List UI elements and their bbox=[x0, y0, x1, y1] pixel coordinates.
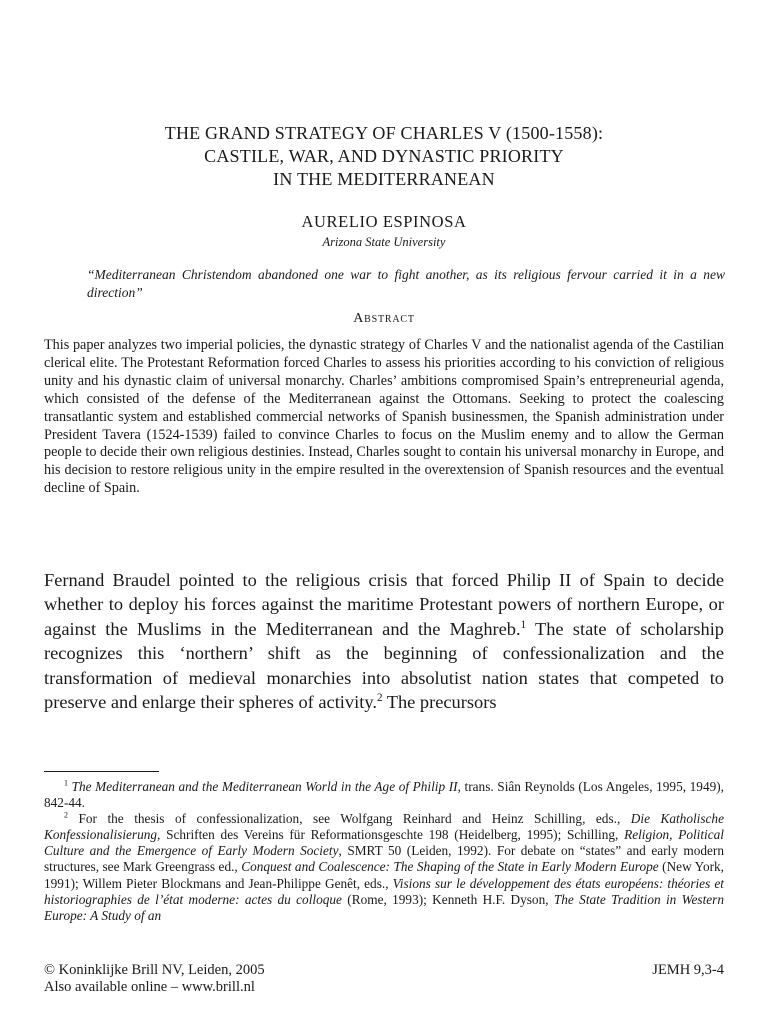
footnote-2-title-2: Religion, Political Culture and the Emergence of Early Modern Society bbox=[44, 827, 724, 859]
footnote-2-title-4: Visions sur le développement des états européens: théories et historiographies de l’état moderne: actes du colloque bbox=[44, 875, 724, 907]
footnote-2-text-2: , Schriften des Vereins für Reformationsgeschte 198 (Heidelberg, 1995); Schilling, bbox=[157, 827, 625, 843]
footnote-1-title: The Mediterranean and the Mediterranean World in the Age of Philip II bbox=[71, 779, 458, 794]
footnote-2-text-1: For the thesis of confessionalization, see Wolfgang Reinhard and Heinz Schilling, eds., bbox=[78, 811, 631, 827]
abstract-heading: Abstract bbox=[353, 311, 415, 326]
footnote-number-2: 2 bbox=[64, 810, 68, 820]
journal-citation: JEMH 9,3-4 bbox=[652, 962, 724, 978]
footnote-2 bbox=[44, 811, 724, 924]
author-affiliation: Arizona State University bbox=[322, 235, 446, 249]
epigraph: “Mediterranean Christendom abandoned one war to fight another, as its religious fervour carried it in a new direction” bbox=[87, 267, 725, 300]
author-name: AURELIO ESPINOSA bbox=[301, 212, 467, 231]
footnote-ref-1[interactable]: 1 bbox=[520, 618, 527, 631]
online-availability: Also available online – www.brill.nl bbox=[44, 979, 255, 995]
body-paragraph bbox=[44, 568, 724, 714]
article-title bbox=[44, 122, 724, 191]
footnotes bbox=[44, 779, 724, 924]
abstract-text: This paper analyzes two imperial policies, the dynastic strategy of Charles V and the nationalist agenda of the Castilian clerical elite. The Protestant Reformation forced Charles to assess his priorities according to his conviction of religious unity and his dynastic claim of universal monarchy. Charles’ ambitions compromised Spain’s entrepreneurial agenda, which consisted of the defense of the Mediterranean against the Ottomans. Seeking to protect the coalescing transatlantic system and established commercial networks of Spanish businessmen, the Spanish administration under President Tavera (1524-1539) failed to convince Charles to focus on the Muslim enemy and to allow the German people to decide their own religious destinies. Instead, Charles sought to contain his universal monarchy in Europe, and his decision to restore religious unity in the empire resulted in the overextension of Spanish resources and the eventual decline of Spain. bbox=[44, 337, 724, 497]
footnote-2-title-3: Conquest and Coalescence: The Shaping of the State in Early Modern Europe bbox=[241, 859, 659, 875]
page-footer bbox=[44, 962, 724, 996]
footnote-2-title-1: Die Katholische Konfessionalisierung bbox=[44, 811, 724, 843]
title-line-2: CASTILE, WAR, AND DYNASTIC PRIORITY bbox=[204, 146, 564, 166]
copyright-notice: © Koninklijke Brill NV, Leiden, 2005 bbox=[44, 962, 265, 978]
body-text-part-2: The state of scholarship recognizes this ‘northern’ shift as the beginning of confessionalization and the transformation of medieval monarchies into absolutist nation states that competed to preserve and enlarge their spheres of activity. bbox=[44, 618, 724, 713]
footnote-1-text: , trans. Siân Reynolds (Los Angeles, 1995, 1949), 842-44. bbox=[44, 779, 724, 811]
footnote-2-text-4: (New York, 1991); Willem Pieter Blockmans and Jean-Philippe Genêt, eds., bbox=[44, 859, 724, 891]
body-text-part-1: Fernand Braudel pointed to the religious crisis that forced Philip II of Spain to decide whether to deploy his forces against the maritime Protestant powers of northern Europe, or against the Muslims in the Mediterranean and the Maghreb. bbox=[44, 570, 724, 639]
footnote-ref-2[interactable]: 2 bbox=[376, 691, 383, 704]
footnote-2-title-5: The State Tradition in Western Europe: A Study of an bbox=[44, 891, 724, 923]
title-line-1: THE GRAND STRATEGY OF CHARLES V (1500-1558): bbox=[164, 123, 604, 143]
title-line-3: IN THE MEDITERRANEAN bbox=[273, 169, 495, 189]
footnote-2-text-5: (Rome, 1993); Kenneth H.F. Dyson, bbox=[341, 891, 554, 907]
footnote-2-text-3: , SMRT 50 (Leiden, 1992). For debate on “states” and early modern structures, see Mark Greengrass ed., bbox=[44, 843, 725, 875]
body-text-part-3: The precursors bbox=[382, 692, 497, 713]
footnote-divider bbox=[44, 771, 159, 772]
footnote-number-1: 1 bbox=[64, 778, 68, 788]
footnote-1 bbox=[44, 779, 724, 811]
